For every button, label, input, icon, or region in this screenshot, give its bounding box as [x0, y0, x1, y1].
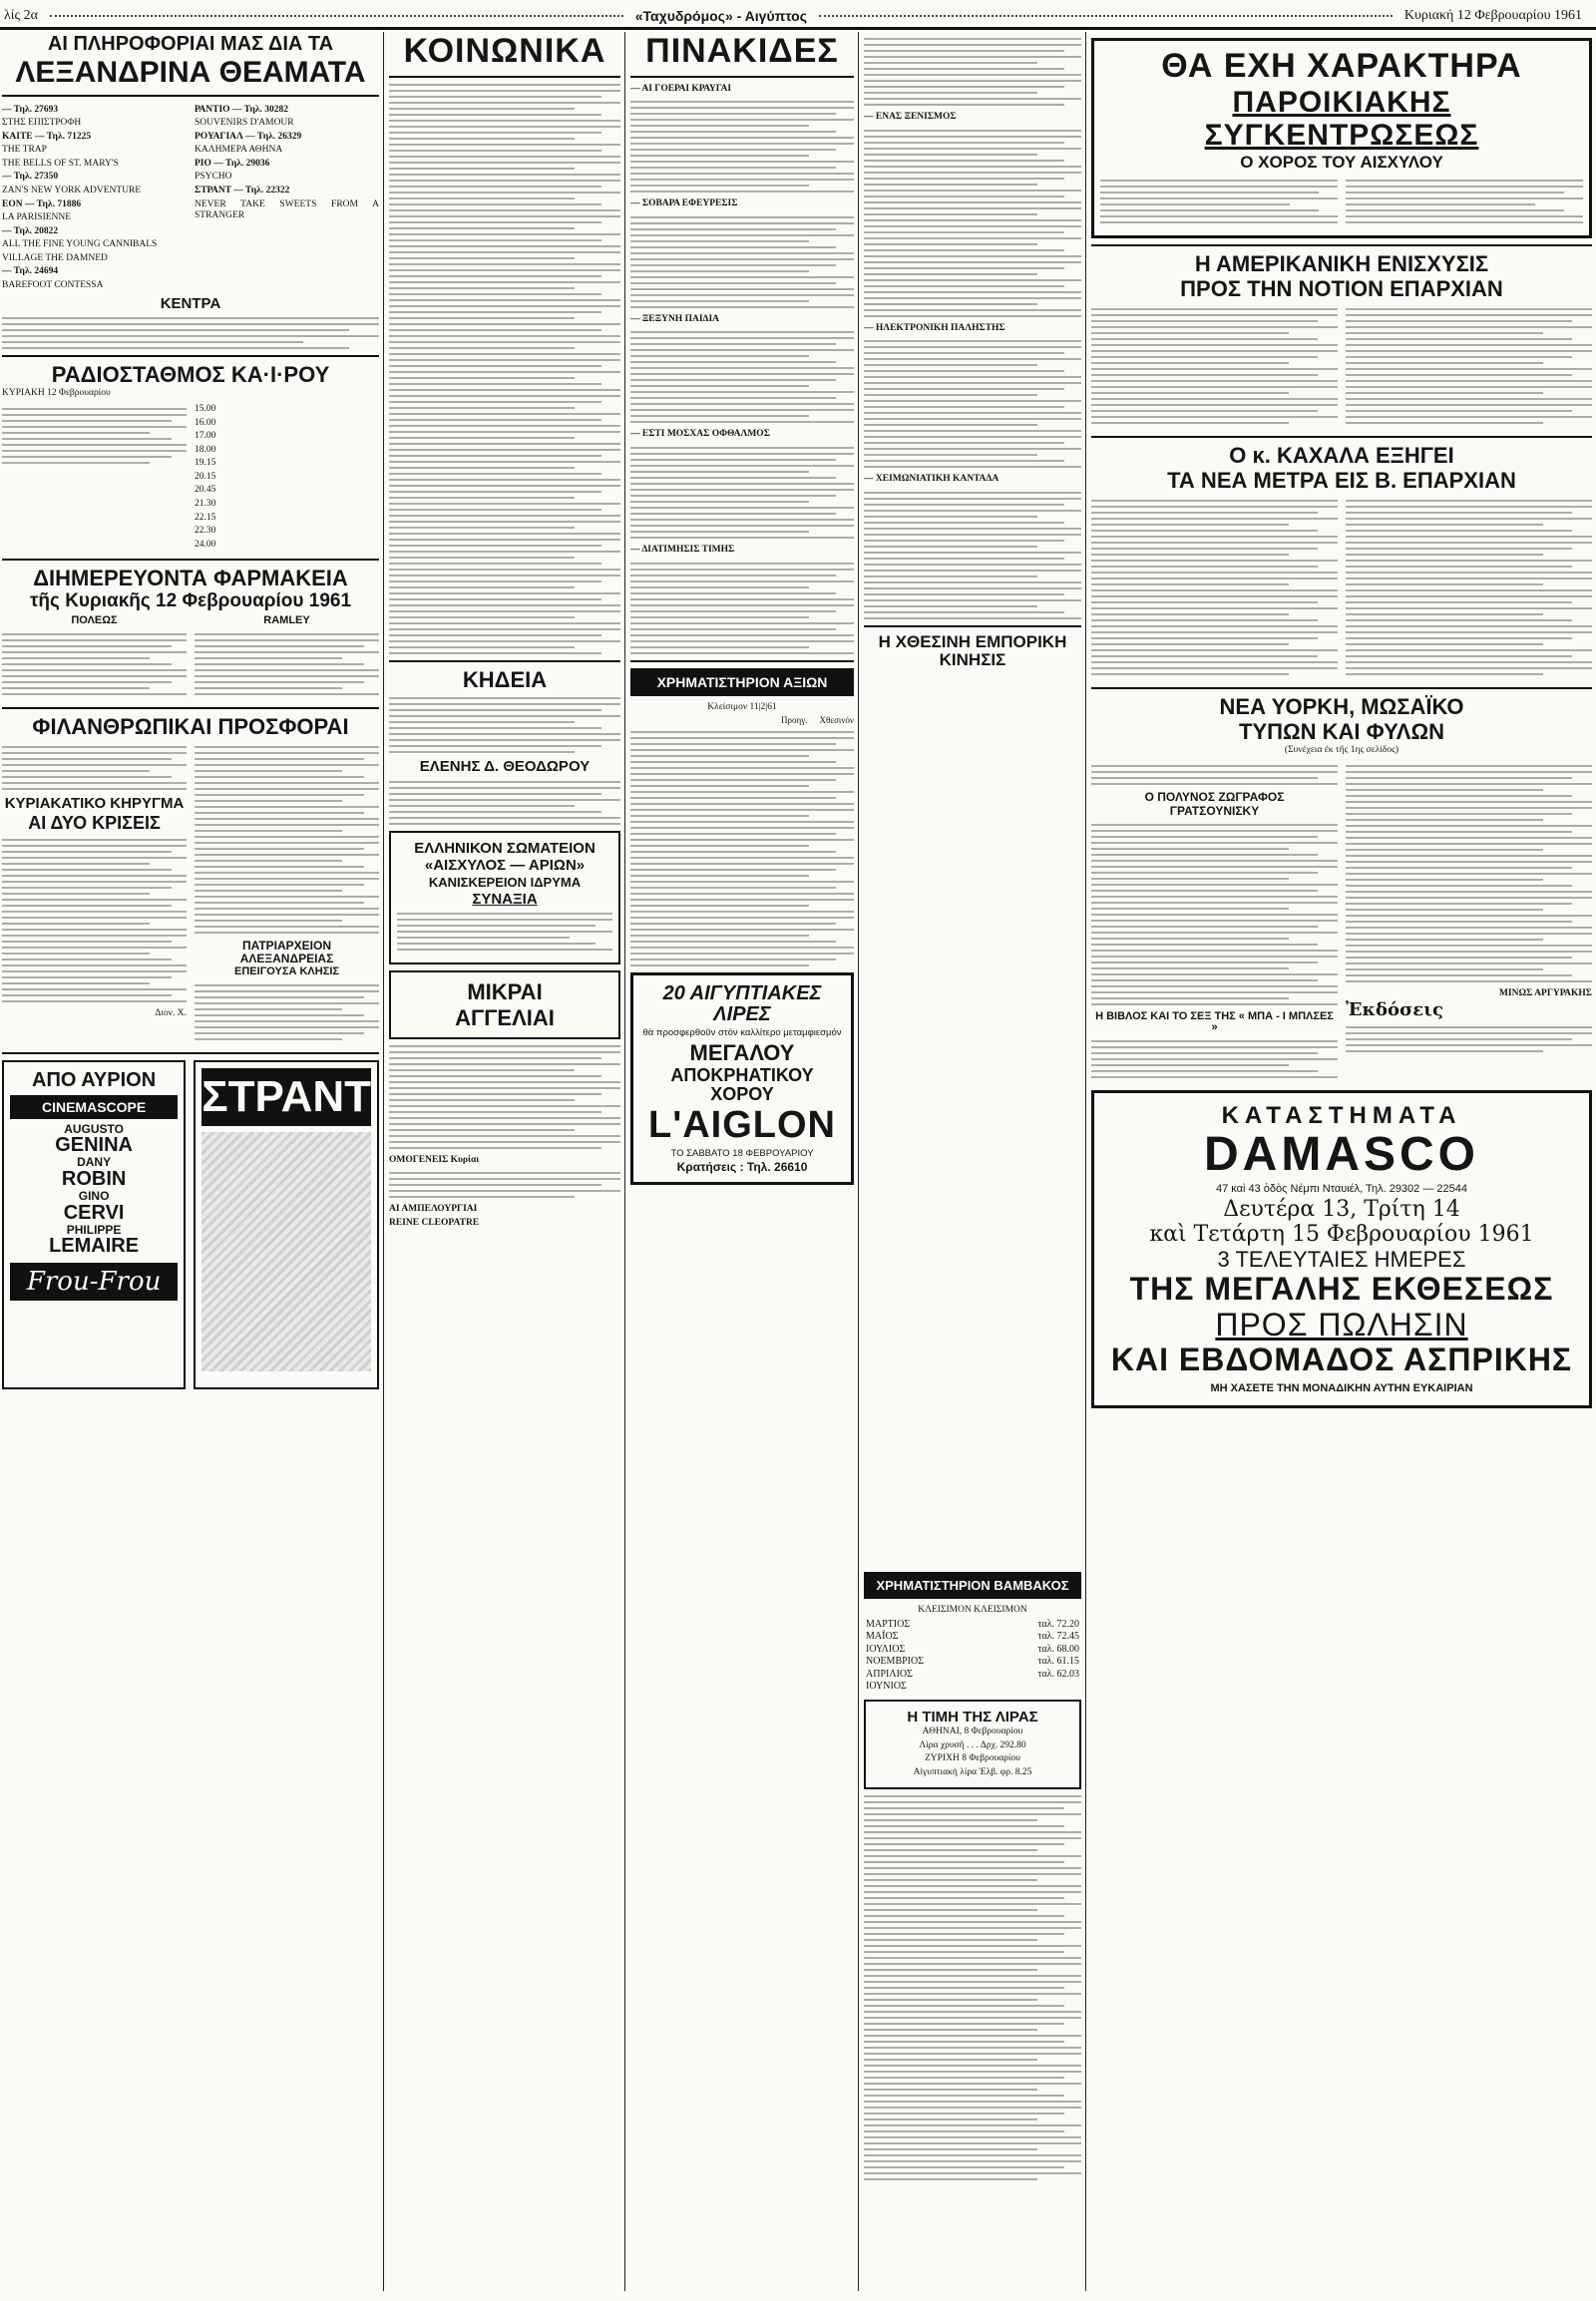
egyptian-pound: Αἰγυπτιακὴ λίρα Ἐλβ. φρ. 8.25: [913, 1767, 1032, 1778]
classified-cleopatre: REINE CLEOPATRE: [389, 1217, 480, 1228]
star-name: GENINA: [55, 1134, 133, 1157]
star-name: AUGUSTO: [64, 1121, 124, 1136]
cinema-entry: — Τηλ. 27350: [2, 172, 59, 183]
commerce-heading: Η ΧΘΕΣΙΝΗ ΕΜΠΟΡΙΚΗ ΚΙΝΗΣΙΣ: [878, 631, 1067, 669]
classifieds-heading-1: ΜΙΚΡΑΙ: [467, 979, 543, 1005]
sermon-signature: Διον. Χ.: [155, 1007, 187, 1018]
ball-date: ΤΟ ΣΑΒΒΑΤΟ 18 ΦΕΒΡΟΥΑΡΙΟΥ: [670, 1147, 814, 1159]
column-pinakides: [630, 32, 854, 2291]
cotton-row: [864, 1669, 1081, 1682]
radio-time: 24.00: [195, 539, 216, 550]
foundation-name: ΚΑΝΙΣΚΕΡΕΙΟΝ ΙΔΡΥΜΑ: [428, 875, 582, 891]
cotton-month: ΜΑΪΟΣ: [866, 1631, 899, 1643]
text-block: [2, 317, 379, 349]
column-entertainment: [2, 32, 379, 2291]
aiglon-name: L'AIGLON: [647, 1103, 837, 1146]
star-name: ROBIN: [61, 1167, 127, 1190]
column-social: [389, 32, 620, 2291]
cinemascope-logo: CINEMASCOPE: [10, 1095, 178, 1119]
divider: [1091, 244, 1592, 246]
ad-illustration: [201, 1132, 371, 1371]
issue-date: Κυριακή 12 Φεβρουαρίου 1961: [1403, 7, 1583, 23]
cotton-month: ΙΟΥΛΙΟΣ: [866, 1643, 906, 1655]
cinema-entry: BAREFOOT CONTESSA: [2, 280, 104, 291]
cotton-table: [864, 1619, 1081, 1694]
pinakida-item: — ΕΣΤΙ ΜΟΣΧΑΣ ΟΦΘΑΛΜΟΣ: [630, 429, 770, 440]
text-block: [630, 447, 854, 539]
apo-avrion-title: ΑΠΟ ΑΥΡΙΟΝ: [32, 1068, 157, 1091]
headline-character: ΘΑ ΕΧΗ ΧΑΡΑΚΤΗΡΑ: [1161, 47, 1522, 85]
headline-aeschylus: Ο ΧΟΡΟΣ ΤΟΥ ΑΙΣΧΥΛΟΥ: [1240, 152, 1443, 172]
radio-time: 16.00: [195, 417, 216, 428]
page-number: λίς 2α: [4, 7, 38, 23]
cotton-price: ταλ. 72.45: [1037, 1631, 1079, 1643]
classifieds-heading-box: [389, 970, 620, 1038]
headline-american-aid: Η ΑΜΕΡΙΚΑΝΙΚΗ ΕΝΙΣΧΥΣΙΣ: [1194, 250, 1489, 276]
damasco-ad: [1091, 1090, 1592, 1408]
col-yesterday: Χθεσινόν: [819, 715, 854, 726]
column-news: [1091, 32, 1592, 2291]
column-rule: [858, 32, 859, 2291]
pharmacies-heading: ΔΙΗΜΕΡΕΥΟΝΤΑ ΦΑΡΜΑΚΕΙΑ: [33, 566, 348, 591]
classified-omogeneis: ΟΜΟΓΕΝΕΙΣ Κυρίαι: [389, 1154, 480, 1165]
headline-new-measures: ΤΑ ΝΕΑ ΜΕΤΡΑ ΕΙΣ Β. ΕΠΑΡΧΙΑΝ: [1167, 467, 1516, 493]
header-rule-right: [819, 14, 1393, 17]
pound-price: [864, 1700, 1081, 1789]
column4-items: [864, 323, 1081, 619]
cinema-listings: [2, 103, 379, 294]
association-title: ΕΛΛΗΝΙΚΟΝ ΣΩΜΑΤΕΙΟΝ: [414, 839, 596, 857]
stock-table-rows: [630, 731, 854, 966]
divider: [1091, 687, 1592, 689]
cotton-price: ταλ. 68.00: [1037, 1643, 1079, 1655]
headline-types: ΤΥΠΩΝ ΚΑΙ ΦΥΛΩΝ: [1239, 719, 1444, 744]
cinema-entry: ΡΟΥΑΓΙΑΛ — Τηλ. 26329: [195, 131, 302, 142]
damasco-last-days: 3 ΤΕΛΕΥΤΑΙΕΣ ΗΜΕΡΕΣ: [1217, 1247, 1466, 1273]
story-item: — ΗΛΕΚΤΡΟΝΙΚΗ ΠΑΛΗΣΤΗΣ: [864, 322, 1005, 333]
headline-south-province: ΠΡΟΣ ΤΗΝ ΝΟΤΙΟΝ ΕΠΑΡΧΙΑΝ: [1180, 275, 1503, 301]
cotton-price: ταλ. 61.15: [1037, 1656, 1079, 1668]
cinema-list-right: [195, 103, 379, 294]
sermon-title: ΑΙ ΔΥΟ ΚΡΙΣΕΙΣ: [28, 812, 161, 833]
cinema-ads: [2, 1060, 379, 1389]
gold-pound: Λίρα χρυσῆ . . . Δρχ. 292.80: [919, 1739, 1026, 1750]
cotton-price: ταλ. 62.03: [1037, 1668, 1079, 1680]
column-rule: [624, 32, 625, 2291]
radio-time: 21.30: [195, 499, 216, 510]
sermon-heading: ΚΥΡΙΑΚΑΤΙΚΟ ΚΗΡΥΓΜΑ: [4, 795, 185, 813]
cinema-entry: ΡΙΟ — Τηλ. 29036: [195, 158, 270, 169]
aiglon-ad: [630, 972, 854, 1185]
text-block: [630, 331, 854, 423]
cotton-row: [864, 1631, 1081, 1644]
damasco-white-week: ΚΑΙ ΕΒΔΟΜΑΔΟΣ ΑΣΠΡΙΚΗΣ: [1110, 1342, 1573, 1378]
divider: [864, 625, 1081, 627]
athens-date: ΑΘΗΝΑΙ, 8 Φεβρουαρίου: [922, 1726, 1023, 1737]
patriarchate-heading: ΠΑΤΡΙΑΡΧΕΙΟΝ ΑΛΕΞΑΝΔΡΕΙΑΣ: [239, 939, 334, 965]
cinema-entry: — Τηλ. 20822: [2, 225, 59, 236]
cinema-entry: — Τηλ. 27693: [2, 104, 59, 115]
cotton-heading: ΧΡΗΜΑΤΙΣΤΗΡΙΟΝ ΒΑΜΒΑΚΟΣ: [864, 1572, 1081, 1599]
zurich-date: ΖΥΡΙΧΗ 8 Φεβρουαρίου: [924, 1753, 1021, 1764]
star-name: GINO: [78, 1188, 110, 1203]
headline-new-york: ΝΕΑ ΥΟΡΚΗ, ΜΩΣΑΪΚΟ: [1219, 693, 1464, 719]
star-name: PHILIPPE: [66, 1222, 122, 1237]
cotton-row: [864, 1656, 1081, 1669]
cinema-entry: ΚΑΛΗΜΕΡΑ ΑΘΗΝΑ: [195, 145, 283, 156]
pinakides-items: [630, 84, 854, 654]
radio-time: 17.00: [195, 431, 216, 442]
header-rule-left: [50, 14, 623, 17]
cinema-entry: ΡΑΝΤΙΟ — Τηλ. 30282: [195, 104, 289, 115]
damasco-footer: ΜΗ ΧΑΣΕΤΕ ΤΗΝ ΜΟΝΑΔΙΚΗΝ ΑΥΤΗΝ ΕΥΚΑΙΡΙΑΝ: [1210, 1382, 1473, 1394]
column-rule: [383, 32, 384, 2291]
text-block: [630, 101, 854, 192]
cinema-entry: ΕΟΝ — Τηλ. 71886: [2, 198, 82, 209]
stock-close-date: Κλείσιμον 11|2|61: [707, 701, 777, 712]
classified-ampelourgiai: ΑΙ ΑΜΠΕΛΟΥΡΓΙΑΙ: [389, 1204, 478, 1215]
text-block: [864, 340, 1081, 468]
bible-heading: Η ΒΙΒΛΟΣ ΚΑΙ ΤΟ ΣΕΞ ΤΗΣ « ΜΠΑ - Ι ΜΠΛΣΕΣ »: [1095, 1009, 1334, 1034]
radio-time: 22.30: [195, 526, 216, 537]
damasco-for-sale: ΠΡΟΣ ΠΩΛΗΣΙΝ: [1215, 1306, 1468, 1342]
headline-kahala: Ο κ. ΚΑΧΑΛΑ ΕΞΗΓΕΙ: [1229, 442, 1454, 468]
cinema-entry: ΣΤΗΣ ΕΠΙΣΤΡΟΦΗ: [2, 118, 82, 129]
cinema-entry: ΚΑΙΤΕ — Τηλ. 71225: [2, 131, 92, 142]
stock-table-header: [630, 715, 854, 725]
damasco-exhibition: ΤΗΣ ΜΕΓΑΛΗΣ ΕΚΘΕΣΕΩΣ: [1129, 1271, 1554, 1308]
cotton-month: ΝΟΕΜΒΡΙΟΣ: [866, 1656, 925, 1668]
divider: [1091, 436, 1592, 438]
cinema-entry: ZAN'S NEW YORK ADVENTURE: [2, 185, 142, 195]
funeral-heading: ΚΗΔΕΙΑ: [462, 666, 548, 692]
strant-logo: ΣΤΡΑΝΤ: [201, 1068, 371, 1126]
cinema-entry: SOUVENIRS D'AMOUR: [195, 118, 294, 129]
ball-label-1: ΜΕΓΑΛΟΥ: [689, 1039, 795, 1065]
cinema-entry: ALL THE FINE YOUNG CANNIBALS: [2, 239, 158, 250]
cotton-month: ΑΠΡΙΛΙΟΣ: [866, 1668, 913, 1680]
cinema-entry: ΣΤΡΑΝΤ — Τηλ. 22322: [195, 185, 290, 195]
divider: [2, 355, 379, 357]
urgent-call: ΕΠΕΙΓΟΥΣΑ ΚΛΗΣΙΣ: [234, 965, 339, 978]
headline-gathering: ΣΥΓΚΕΝΤΡΩΣΕΩΣ: [1204, 119, 1479, 153]
cinema-entry: NEVER TAKE SWEETS FROM A STRANGER: [195, 198, 379, 221]
text-block: [630, 216, 854, 308]
radio-time: 22.15: [195, 512, 216, 523]
cotton-row: [864, 1681, 1081, 1694]
cinema-entry: VILLAGE THE DAMNED: [2, 252, 108, 263]
page-header: [0, 4, 1596, 30]
cotton-month: ΙΟΥΝΙΟΣ: [866, 1681, 907, 1693]
kentra-heading: ΚΕΝΤΡΑ: [160, 294, 221, 312]
headline-community: ΠΑΡΟΙΚΙΑΚΗΣ: [1232, 85, 1451, 119]
stock-table-rows-2: [864, 1795, 1081, 2180]
text-block: [630, 563, 854, 654]
star-list: [10, 1123, 178, 1257]
painter-name: ΓΡΑΤΣΟΥΝΙΣΚΥ: [1169, 804, 1260, 819]
classifieds-heading-2: ΑΓΓΕΛΙΑΙ: [455, 1004, 555, 1030]
pharmacies-list: [2, 613, 379, 701]
radio-schedule: [2, 402, 379, 553]
cotton-row: [864, 1619, 1081, 1632]
cinema-entry: PSYCHO: [195, 172, 232, 183]
divider: [630, 76, 854, 78]
pharmacies-date: τῆς Κυριακῆς 12 Φεβρουαρίου 1961: [29, 590, 352, 612]
masthead-title: «Ταχυδρόμος» - Αιγύπτος: [634, 7, 808, 24]
divider: [2, 95, 379, 97]
philanthropy-body: [2, 740, 379, 1046]
col-previous: Προηγ.: [781, 715, 808, 726]
pinakides-heading: ΠΙΝΑΚΙΔΕΣ: [645, 32, 839, 70]
cinema-list-left: [2, 103, 187, 294]
radio-heading: ΡΑΔΙΟΣΤΑΘΜΟΣ ΚΑ·Ι·ΡΟΥ: [51, 362, 330, 388]
star-name: LEMAIRE: [49, 1235, 140, 1258]
ball-label-2: ΑΠΟΚΡΗΑΤΙΚΟΥ ΧΟΡΟΥ: [670, 1064, 814, 1104]
aeschylus-ball-box: [1091, 38, 1592, 238]
divider: [2, 559, 379, 561]
pharmacies-ramleh: RAMLEY: [263, 614, 310, 627]
pound-heading: Η ΤΙΜΗ ΤΗΣ ΛΙΡΑΣ: [907, 1708, 1038, 1726]
apo-avrion-ad: [2, 1060, 186, 1389]
cinema-entry: THE TRAP: [2, 145, 47, 156]
star-name: CERVI: [63, 1201, 125, 1224]
meeting-label: ΣΥΝΑΞΙΑ: [472, 890, 538, 908]
damasco-stores: ΚΑΤΑΣΤΗΜΑΤΑ: [1221, 1101, 1462, 1129]
damasco-dates-1: Δευτέρα 13, Τρίτη 14: [1223, 1196, 1460, 1222]
publications-heading: Ἐκδόσεις: [1346, 999, 1443, 1021]
radio-time: 20.45: [195, 485, 216, 496]
cinema-entry: THE BELLS OF ST. MARY'S: [2, 158, 119, 169]
story-xenismos: — ΕΝΑΣ ΞΕΝΙΣΜΟΣ: [864, 112, 957, 122]
radio-time: 18.00: [195, 444, 216, 455]
radio-time: 19.15: [195, 458, 216, 469]
film-title-logo: Frou-Frou: [10, 1263, 178, 1301]
cotton-price: [990, 1681, 1081, 1694]
divider: [389, 76, 620, 78]
damasco-address: 47 καὶ 43 ὁδὸς Νέμπι Νταυιέλ, Τηλ. 29302 — 22544: [1215, 1182, 1467, 1195]
painter-heading: Ο ΠΟΛΥΝΟΣ ΖΩΓΡΑΦΟΣ: [1144, 789, 1285, 804]
column-rule: [1085, 32, 1086, 2291]
stock-exchange-heading: ΧΡΗΜΑΤΙΣΤΗΡΙΟΝ ΑΞΙΩΝ: [630, 668, 854, 696]
social-heading: ΚΟΙΝΩΝΙΚΑ: [403, 32, 606, 70]
cotton-close-label: ΚΛΕΙΣΙΜΟΝ ΚΛΕΙΣΙΜΟΝ: [918, 1605, 1027, 1615]
prize-amount: 20 ΑΙΓΥΠΤΙΑΚΕΣ ΛΙΡΕΣ: [662, 982, 822, 1026]
cotton-row: [864, 1644, 1081, 1657]
strant-ad: [194, 1060, 379, 1389]
article-author: ΜΙΝΩΣ ΑΡΓΥΡΑΚΗΣ: [1498, 987, 1592, 998]
radio-time: 20.15: [195, 471, 216, 482]
story-item: — ΧΕΙΜΩΝΙΑΤΙΚΗ ΚΑΝΤΑΔΑ: [864, 474, 999, 485]
association-notice: [389, 831, 620, 965]
association-name: «ΑΙΣΧΥΛΟΣ — ΑΡΙΩΝ»: [424, 857, 586, 875]
pharmacies-city: ΠΟΛΕΩΣ: [71, 614, 118, 627]
radio-time: 15.00: [195, 404, 216, 415]
divider: [2, 1052, 379, 1054]
headline-theatres: ΛΕΞΑΝΔΡΙΝΑ ΘΕΑΜΑΤΑ: [15, 56, 366, 89]
continued-note: (Συνέχεια ἐκ τῆς 1ης σελίδος): [1284, 745, 1399, 756]
cinema-entry: — Τηλ. 24694: [2, 266, 59, 277]
divider: [630, 660, 854, 662]
divider: [389, 660, 620, 662]
star-name: DANY: [77, 1155, 112, 1170]
reservations: Κρατήσεις : Τηλ. 26610: [676, 1160, 808, 1175]
damasco-dates-2: καὶ Τετάρτη 15 Φεβρουαρίου 1961: [1149, 1222, 1534, 1248]
headline-info: ΑΙ ΠΛΗΡΟΦΟΡΙΑΙ ΜΑΣ ΔΙΑ ΤΑ: [47, 33, 334, 55]
divider: [2, 707, 379, 709]
prize-subtitle: θὰ προσφερθοῦν στὸν καλλίτερο μεταμφιεσμόν: [642, 1027, 842, 1039]
damasco-logo: DAMASCO: [1204, 1128, 1479, 1182]
deceased-name: ΕΛΕΝΗΣ Δ. ΘΕΟΔΩΡΟΥ: [419, 757, 591, 775]
pinakida-item: — ΞΕΞΥΝΗ ΠΑΙΔΙΑ: [630, 313, 720, 324]
pinakida-item: — ΣΟΒΑΡΑ ΕΦΕΥΡΕΣΙΣ: [630, 198, 738, 209]
radio-times: [195, 402, 379, 553]
pinakida-item: — ΔΙΑΤΙΜΗΣΙΣ ΤΙΜΗΣ: [630, 545, 735, 555]
cinema-entry: LA PARISIENNE: [2, 212, 72, 223]
cotton-price: ταλ. 72.20: [1037, 1618, 1079, 1630]
pinakida-item: — ΑΙ ΓΟΕΡΑΙ ΚΡΑΥΓΑΙ: [630, 83, 732, 94]
text-block: [864, 492, 1081, 619]
cotton-month: ΜΑΡΤΙΟΣ: [866, 1618, 911, 1630]
cotton-exchange: [864, 1566, 1081, 2186]
radio-date: ΚΥΡΙΑΚΗ 12 Φεβρουαρίου: [2, 388, 111, 399]
philanthropy-heading: ΦΙΛΑΝΘΡΩΠΙΚΑΙ ΠΡΟΣΦΟΡΑΙ: [32, 713, 349, 739]
